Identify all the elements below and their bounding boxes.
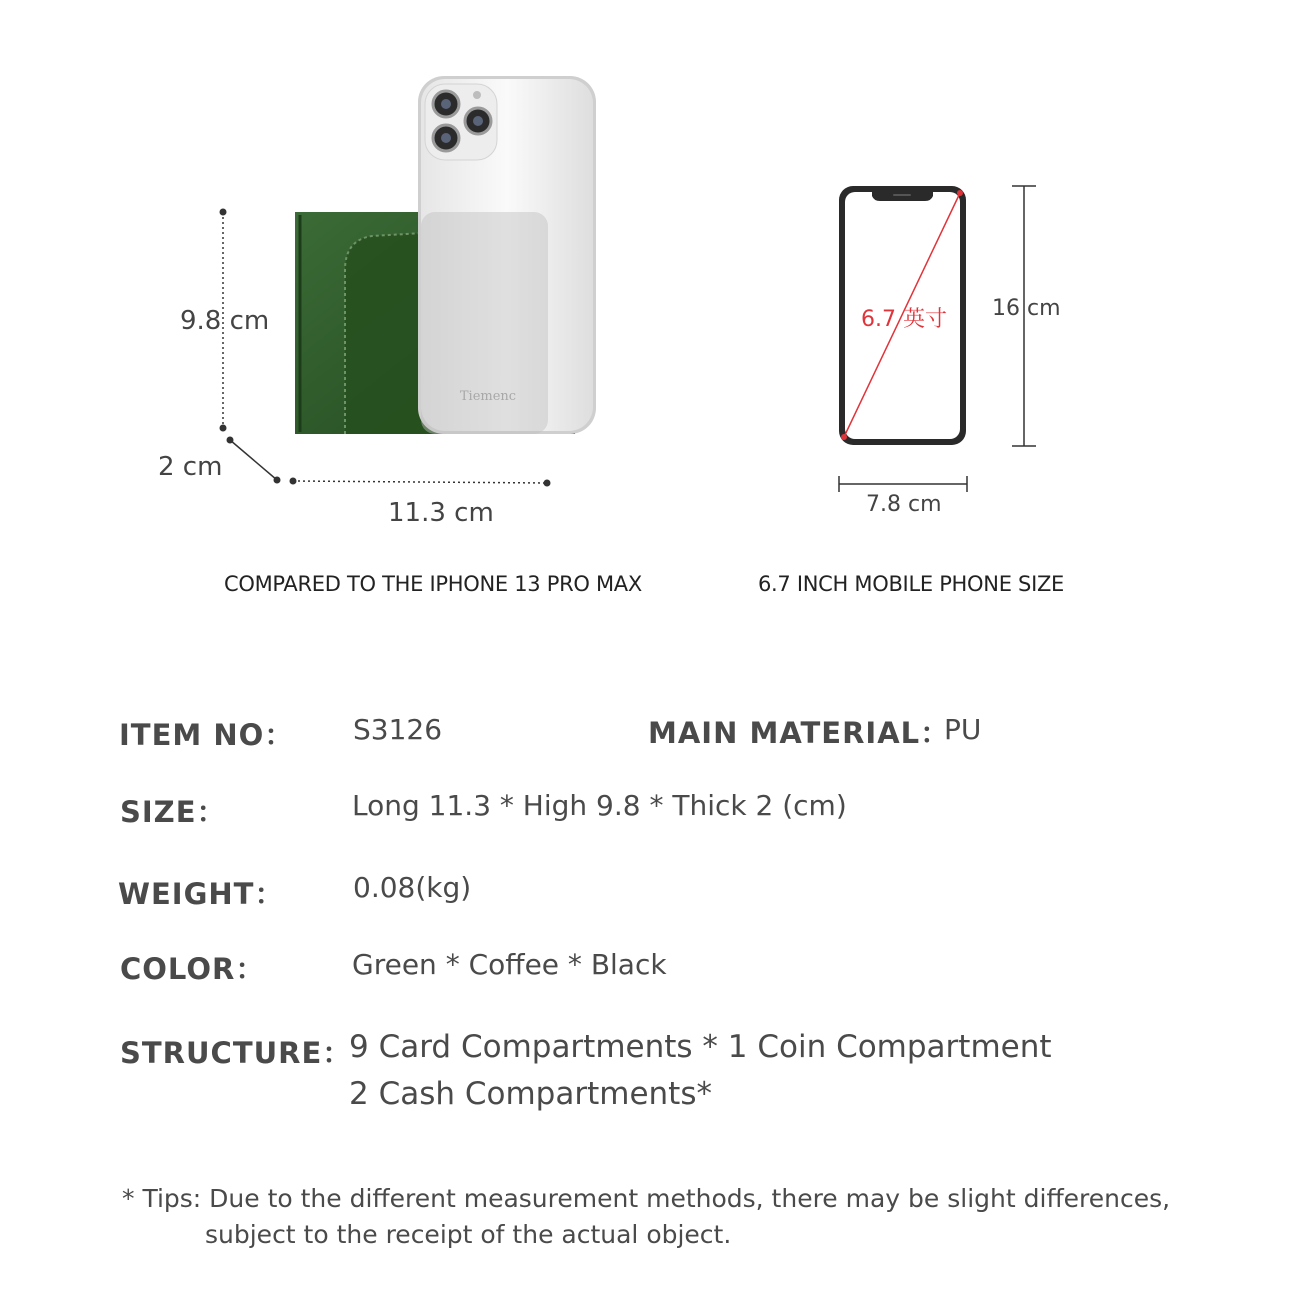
size-value: Long 11.3 * High 9.8 * Thick 2 (cm)	[352, 789, 847, 822]
color-label: COLOR：	[120, 952, 266, 986]
size-label: SIZE：	[120, 795, 227, 829]
tips-line1: * Tips: Due to the different measurement methods, there may be slight differences,	[122, 1184, 1171, 1213]
structure-value-line2: 2 Cash Compartments*	[349, 1076, 712, 1112]
diagonal-label: 6.7 英寸	[861, 307, 947, 332]
thickness-label: 2 cm	[158, 452, 223, 482]
tips-line2: subject to the receipt of the actual object.	[205, 1220, 732, 1249]
length-dimension-line	[290, 478, 551, 487]
phone-notch	[872, 192, 933, 201]
material-label: MAIN MATERIAL：	[648, 716, 951, 750]
color-value: Green * Coffee * Black	[352, 948, 667, 981]
phone-width-dimension-line	[839, 476, 967, 492]
material-value: PU	[944, 713, 982, 746]
right-figure-caption: 6.7 INCH MOBILE PHONE SIZE	[758, 572, 1065, 596]
length-label: 11.3 cm	[388, 498, 494, 528]
structure-value-line1: 9 Card Compartments * 1 Coin Compartment	[349, 1029, 1052, 1065]
item-no-value: S3126	[353, 713, 443, 746]
phone-height-label: 16 cm	[992, 296, 1061, 321]
phone-image	[418, 76, 596, 434]
height-label: 9.8 cm	[180, 306, 270, 336]
item-no-label: ITEM NO：	[119, 718, 295, 752]
left-figure-caption: COMPARED TO THE IPHONE 13 PRO MAX	[224, 572, 642, 596]
phone-width-label: 7.8 cm	[866, 492, 942, 517]
structure-label: STRUCTURE：	[120, 1036, 353, 1070]
weight-value: 0.08(kg)	[353, 871, 472, 904]
thickness-dimension-line	[227, 437, 281, 484]
phone-brand-logo: Tiemenc	[459, 389, 517, 404]
weight-label: WEIGHT：	[118, 877, 285, 911]
